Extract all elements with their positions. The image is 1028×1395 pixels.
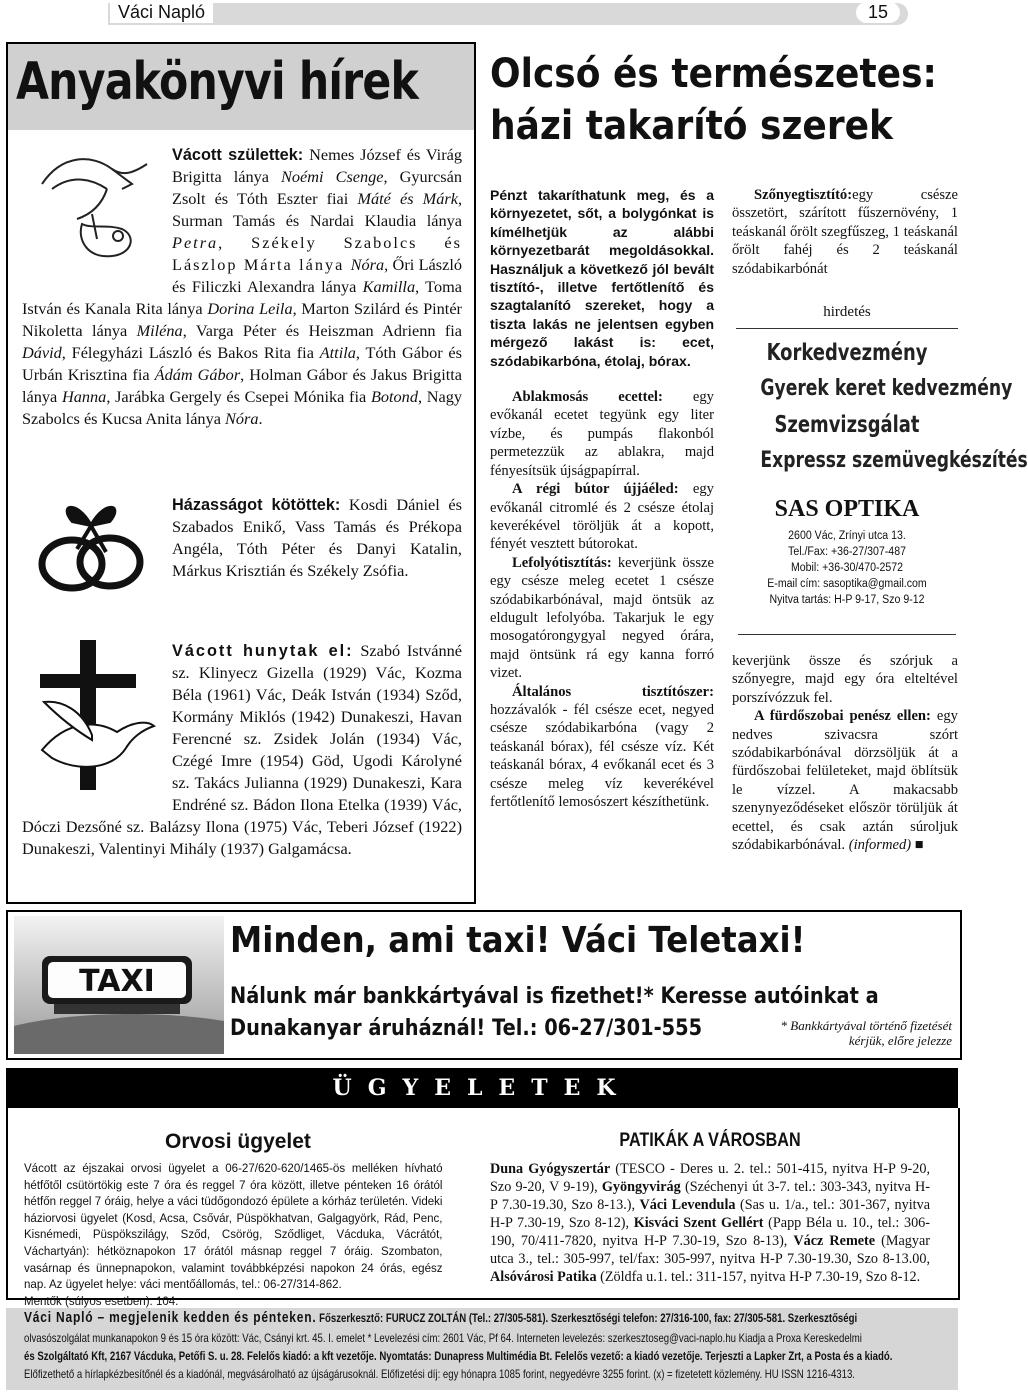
taxi-headline: Minden, ami taxi! Váci Teletaxi! xyxy=(230,920,806,961)
paragraph-lead: A régi bútor újjáéled: xyxy=(512,481,679,498)
medical-duty-body: Vácott az éjszakai orvosi ügyelet a 06-27/620-620/1465-ös melléken hívható hétfőtől csütörtökig este 7 óra és reggel 7 óra között, illetve pénteken 16 órától hétfőn reggel 7 óráig, helye a váci tüdőgondozó épülete a kórház területén. Videki háziorvosi ügyelet (Kosd, Acsa, Csővár, Püspökhatvan, Galgagyörk, Rád, Penc, Kisnémedi, Püspökszilágy, Sződ, Csörög, Sződliget, Vácduka, Vácrátót, Váchartyán): hétköznapokon 17 órától másnap reggel 7 óráig. Szombaton, vasárnap és ünnepnapokon, valamint továbbképzési napokon 24 órás, egész nap. Az ügyelet helye: váci mentőállomás, tel.: 06-27/314-862. xyxy=(24,1161,443,1292)
article-paragraph xyxy=(732,186,958,278)
rings-illustration xyxy=(22,494,172,614)
deaths-lead: Vácott hunytak el: xyxy=(172,642,354,660)
paragraph-body: egy evőkanál ecetet tegyünk egy liter vízbe, és pumpás flakonból permetezzük az ablakra, majd fényesítsük újságpapírral. xyxy=(490,389,714,479)
article-paragraph xyxy=(490,480,714,554)
ad-email: E-mail cím: sasoptika@gmail.com xyxy=(767,578,927,590)
cross-dove-icon xyxy=(22,640,162,790)
paragraph-lead: Lefolyótisztítás: xyxy=(512,554,612,571)
pharmacy-info: (Széchenyi út 3-7. tel.: 303-343, nyitva H-P 7.30-19.30, Szo 8-13.), xyxy=(490,1179,930,1213)
end-mark-icon: ■ xyxy=(914,837,924,854)
paragraph-lead: Általános tisztítószer: xyxy=(512,683,714,700)
births-part: . xyxy=(258,409,263,428)
births-lead: Vácott születtek: xyxy=(172,146,304,164)
ad-phone: Tel./Fax: +36-27/307-487 xyxy=(788,546,906,558)
article-column-2-top xyxy=(732,186,958,278)
article-title-line: Olcsó és természetes: xyxy=(490,51,937,97)
article-title xyxy=(490,48,937,152)
ad-line: Gyerek keret kedvezmény xyxy=(760,376,1013,401)
pharmacy-name: Gyöngyvirág xyxy=(601,1179,681,1195)
ad-line: Expressz szemüvegkészítés xyxy=(760,448,1028,473)
colophon xyxy=(6,1308,958,1390)
duty-services-bar: ÜGYELETEK xyxy=(6,1068,958,1108)
births-part: Nemes József és Virág Brigitta lánya xyxy=(172,145,462,186)
ad-line: Korkedvezmény xyxy=(766,340,928,366)
baby-name: Noémi Csenge xyxy=(281,167,384,186)
ad-divider xyxy=(736,328,958,329)
ad-bottom-rule xyxy=(738,634,956,635)
optika-ad xyxy=(736,300,1028,642)
baby-name: Kamilla xyxy=(362,277,416,296)
colophon-line: Előfizethető a hírlapkézbesítőnél és a kiadónál, megvásárolható az újságárusoknál. Előfizetési díj: egy hónapra 1085 forint, negyedévre 3255 forint. (x) = fizetetett közlemény. HU ISSN 1216-4313. xyxy=(24,1367,855,1381)
births-part: , Félegyházi László és Bakos Rita fia xyxy=(61,343,320,362)
baby-name: Miléna xyxy=(136,321,183,340)
ad-line: Szemvizsgálat xyxy=(774,412,920,438)
paragraph-body: egy csésze összetört, szárított fűszernövény, 1 teáskanál őrölt szegfűszeg, 1 teáskanál őrölt fahéj és 2 teáskanál szódabikarbónát xyxy=(732,187,958,277)
births-part: , Nagy Szabolcs és Kucsa Anita lánya xyxy=(22,387,463,428)
ad-hours: Nyitva tartás: H-P 9-17, Szo 9-12 xyxy=(769,594,925,606)
pharmacy-info: (Sas u. 1/a., tel.: 301-367, nyitva H-P 7.30-19, Szo 8-12), xyxy=(490,1197,931,1231)
pharmacy-name: Vácz Remete xyxy=(793,1233,876,1249)
article-paragraph: keverjünk össze és szórjuk a szőnyegre, majd egy óra elteltével porszívózzuk fel. xyxy=(732,653,958,706)
baby-name: Nóra xyxy=(225,409,259,428)
colophon-line xyxy=(24,1309,858,1326)
article-column-2-bottom xyxy=(732,652,958,854)
ad-brand-name: SAS OPTIKA xyxy=(774,496,920,522)
pharmacies-title: PATIKÁK A VÁROSBAN xyxy=(619,1130,801,1151)
colophon-line: olvasószolgálat munkanapokon 9 és 15 óra között: Vác, Csányi krt. 45. I. emelet * Levelezési cím: 2601 Vác, Pf 64. Interneten levelezés: szerkesztoseg@vaci-naplo.hu Kiadja a Proxa Kereskedelmi xyxy=(24,1331,862,1345)
wedding-rings-icon xyxy=(22,494,162,604)
pharmacies-text xyxy=(490,1160,930,1286)
medical-duty-text xyxy=(24,1160,443,1309)
births-part: , Székely Szabolcs és Lászlop Márta lánya xyxy=(172,233,462,274)
taxi-ad xyxy=(6,910,962,1060)
taxi-footnote: * Bankkártyával történő fizetését kérjük, előre jelezze xyxy=(780,1018,952,1048)
pharmacy-name: Duna Gyógyszertár xyxy=(490,1161,611,1177)
births-part: , Holman Gábor és Jakus Brigitta lánya xyxy=(22,365,462,406)
deaths-section xyxy=(22,640,462,860)
page-number: 15 xyxy=(856,2,900,23)
marriages-lead: Házasságot kötöttek: xyxy=(172,496,341,514)
pharmacy-info: (TESCO - Deres u. 2. tel.: 501-415, nyitva H-P 9-20, Szo 9-20, V 9-19), xyxy=(490,1161,930,1195)
medical-duty-title: Orvosi ügyelet xyxy=(165,1130,311,1153)
article-paragraph xyxy=(732,707,958,854)
deaths-body: Szabó Istvánné sz. Klinyecz Gizella (1929) Vác, Kozma Béla (1961) Vác, Deák István (1934) Sződ, Kormány Miklós (1942) Dunakeszi, Havan Ferencné sz. Zsidek Jolán (1934) Vác, Czégé Imre (1954) Göd, Ugodi Károlyné sz. Takács Julianna (1929) Dunakeszi, Kara Endréné sz. Bádon Ilona Etelka (1939) Vác, Dóczi Dezsőné sz. Balázsy Ilona (1975) Vác, Teberi József (1922) Dunakeszi, Valentinyi Mihály (1937) Galgamácsa. xyxy=(22,641,462,858)
article-paragraph xyxy=(490,554,714,683)
baby-name: Dorina Leila xyxy=(207,299,293,318)
article-lede: Pénzt takaríthatunk meg, és a környezetet, sőt, a bolygónkat is kímélhetjük az alábbi környezetbarát megoldásokkal. Használjuk a következő jól bevált tisztító-, illetve fertőtlenítő és szagtalanító szereket, hogy a tiszta lakás ne jelentsen egyben mérgező lakást is: ecet, szódabikarbóna, étolaj, bórax. xyxy=(490,187,714,369)
registry-banner xyxy=(8,44,474,130)
publication-name: Váci Napló xyxy=(110,2,213,23)
article-paragraph xyxy=(490,683,714,812)
pharmacy-name: Alsóvárosi Patika xyxy=(490,1269,597,1285)
colophon-line: és Szolgáltató Kft, 2167 Vácduka, Petőfi S. u. 28. Felelős kiadó: a kft vezetője. Nyomtatás: Dunapress Multimédia Bt. Felelős vezető: a kiadó vezetője. Terjeszti a Lapker Zrt, a Posta és a kiadó. xyxy=(24,1349,893,1363)
baby-name: Hanna xyxy=(61,387,107,406)
pharmacy-info: (Zöldfa u.1. tel.: 311-157, nyitva H-P 7.30-19, Szo 8-12. xyxy=(596,1269,921,1285)
paragraph-body: egy nedves szivacsra szórt szódabikarbónával dörzsöljük át a fürdőszobai felületeket, majd öblítsük le vízzel. A makacsabb szenynyeződéseket először törüljük át ecettel, és csak aztán súroljuk szódabikarbónával. xyxy=(732,708,958,854)
baby-name: Petra xyxy=(172,233,219,252)
baby-name: Nóra xyxy=(350,255,385,274)
pharmacy-name: Váci Levendula xyxy=(639,1197,736,1213)
header-bar xyxy=(108,3,908,25)
pharmacies-body xyxy=(490,1160,930,1286)
registry-title: Anyakönyvi hírek xyxy=(16,52,419,112)
ad-label: hirdetés xyxy=(823,304,871,320)
births-part: , Surman Tamás és Nardai Klaudia lánya xyxy=(172,189,463,230)
births-part: , Gyurcsán Zsolt és Tóth Eszter fiai xyxy=(172,167,462,208)
births-section xyxy=(22,144,462,430)
paragraph-body: hozzávalók - fél csésze ecet, negyed csésze szódabikarbóna (vagy 2 teáskanál bórax), fél csésze víz. Két teáskanál bórax, 4 evőkanál ecet és 3 csésze meleg víz keverékével fertőtlenítő lemosószert készíthetünk. xyxy=(490,701,714,810)
marriages-body: Kosdi Dániel és Szabados Enikő, Vass Tamás és Prékopa Angéla, Tóth Péter és Danyi Katalin, Márkus Krisztián és Székely Zsófia. xyxy=(172,495,462,580)
baby-name: Máté és Márk xyxy=(357,189,458,208)
cross-dove-illustration xyxy=(22,640,172,800)
colophon-editor: Főszerkesztő: FURUCZ ZOLTÁN (Tel.: 27/305-581). Szerkesztőségi telefon: 27/316-100, fax: 27/305-581. Szerkesztőségi xyxy=(316,1311,858,1325)
paragraph-body: keverjünk össze egy csésze meleg ecetet 1 csésze szódabikarbónával, majd öntsük az eldugult lefolyóba. Takarjuk le egy mosogatórongygyal negyed órára, majd öntsünk rá egy kanna forró vizet. xyxy=(490,554,714,682)
paragraph-lead: A fürdőszobai penész ellen: xyxy=(754,708,931,725)
paragraph-body: egy evőkanál citromlé és 2 csésze étolaj keverékével töröljük át a kopott, fényét vesztett bútorokat. xyxy=(490,481,714,553)
civil-registry-box xyxy=(6,42,476,904)
taxi-sign-text: TAXI xyxy=(79,964,155,999)
taxi-line: Nálunk már bankkártyával is fizethet!* Keresse autóinkat a xyxy=(230,984,879,1009)
births-part: , Őri László és Filiczki Alexandra lánya xyxy=(172,255,462,296)
pharmacy-name: Kisváci Szent Gellért xyxy=(633,1215,764,1231)
taxi-sign-image xyxy=(14,916,224,1054)
births-part: , Varga Péter és Heiszman Adrienn fia xyxy=(182,321,462,340)
paragraph-lead: Szőnyegtisztító: xyxy=(754,187,853,203)
marriages-section xyxy=(22,494,462,614)
births-part: , Jarábka Gergely és Csepei Mónika fia xyxy=(106,387,371,406)
ambulance-number: Mentők (súlyos esetben): 104. xyxy=(24,1293,179,1308)
baby-name: Dávid xyxy=(22,343,62,362)
article-signature: (informed) xyxy=(848,837,912,854)
stork-illustration xyxy=(22,144,172,284)
stork-icon xyxy=(22,144,162,274)
paragraph-lead: Ablakmosás ecettel: xyxy=(512,389,663,406)
article-title-line: házi takarító szerek xyxy=(490,103,893,149)
births-part: , Toma István és Kanala Rita lánya xyxy=(22,277,463,318)
pharmacy-info: (Magyar utca 3., tel.: 305-997, tel/fax: 305-997, nyitva H-P 7.30-19.30, Szo 8-13.00, xyxy=(490,1233,930,1267)
births-part: , Marton Szilárd és Pintér Nikoletta lánya xyxy=(22,299,462,340)
running-header xyxy=(0,0,960,28)
ad-mobile: Mobil: +36-30/470-2572 xyxy=(790,562,904,574)
baby-name: Ádám Gábor xyxy=(154,365,241,384)
baby-name: Botond xyxy=(370,387,418,406)
article-paragraph xyxy=(490,388,714,480)
ad-address: 2600 Vác, Zrínyi utca 13. xyxy=(788,530,906,542)
article-column-1 xyxy=(490,186,714,811)
pharmacy-info: (Papp Béla u. 10., tel.: 306-190, 70/411-7820, nyitva H-P 7.30-19, Szo 8-13), xyxy=(490,1215,930,1249)
colophon-masthead: Váci Napló – megjelenik kedden és pénteken. xyxy=(24,1309,317,1326)
taxi-line: Dunakanyar áruháznál! Tel.: 06-27/301-555 xyxy=(230,1016,703,1041)
births-part: , Tóth Gábor és Urbán Krisztina fia xyxy=(22,343,462,384)
baby-name: Attila xyxy=(319,343,356,362)
